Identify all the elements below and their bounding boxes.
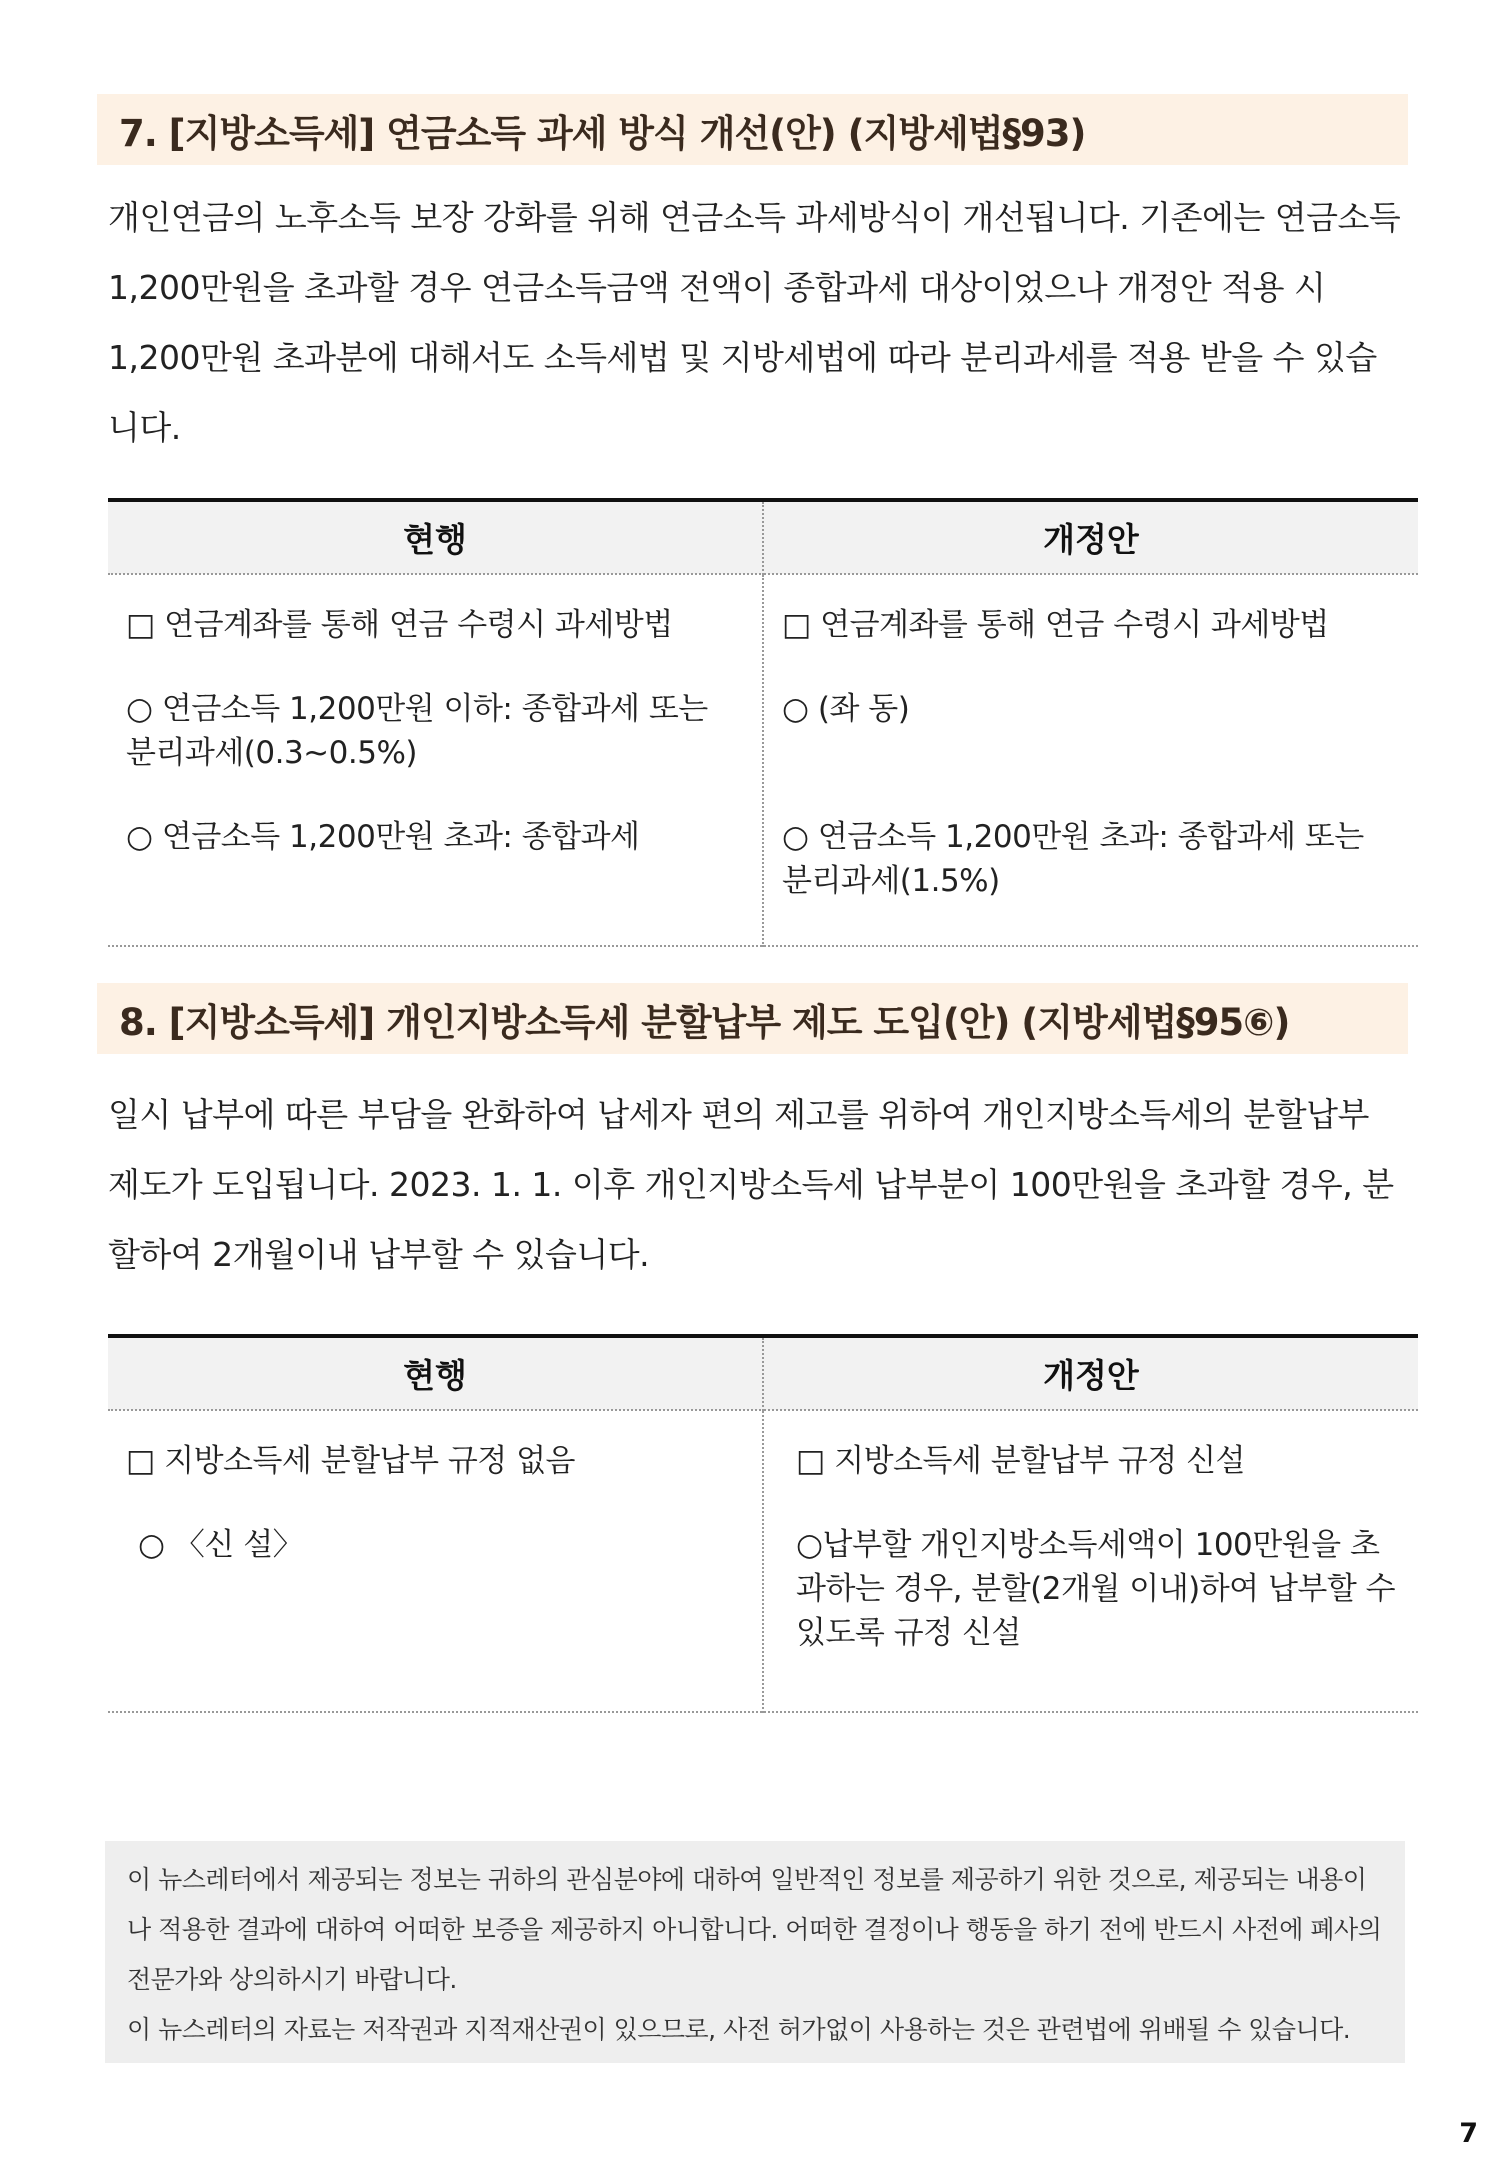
current-column bbox=[108, 574, 763, 946]
table-header-row bbox=[108, 1336, 1418, 1410]
current-item: ○ 〈신 설〉 bbox=[138, 1527, 304, 1563]
section-7-body: 개인연금의 노후소득 보장 강화를 위해 연금소득 과세방식이 개선됩니다. 기존에는 연금소득 1,200만원을 초과할 경우 연금소득금액 전액이 종합과세 대상이었으나 개정안 적용 시 1,200만원 초과분에 대해서도 소득세법 및 지방세법에 따라 분리과세를 적용 받을 수 있습니다. bbox=[108, 198, 1401, 447]
revised-item: □ 연금계좌를 통해 연금 수령시 과세방법 bbox=[782, 607, 1329, 643]
current-column bbox=[108, 1410, 763, 1712]
section-7-comparison-table bbox=[108, 498, 1418, 947]
revised-item: □ 지방소득세 분할납부 규정 신설 bbox=[796, 1443, 1246, 1479]
table-row bbox=[108, 574, 1418, 946]
table-row bbox=[108, 1410, 1418, 1712]
current-item: ○ 연금소득 1,200만원 초과: 종합과세 bbox=[126, 819, 640, 855]
copyright-notice: 이 뉴스레터의 자료는 저작권과 지적재산권이 있으므로, 사전 허가없이 사용하는 것은 관련법에 위배될 수 있습니다. bbox=[127, 2015, 1351, 2044]
disclaimer-text: 이 뉴스레터에서 제공되는 정보는 귀하의 관심분야에 대하여 일반적인 정보를 제공하기 위한 것으로, 제공되는 내용이나 적용한 결과에 대하여 어떠한 보증을 제공하지 아니합니다. 어떠한 결정이나 행동을 하기 전에 반드시 사전에 폐사의 전문가와 상의하시기 바랍니다. bbox=[127, 1865, 1382, 1994]
section-8-comparison-table bbox=[108, 1334, 1418, 1713]
disclaimer-box bbox=[105, 1841, 1405, 2063]
header-revised: 개정안 bbox=[763, 500, 1418, 574]
revised-column bbox=[763, 1410, 1418, 1712]
header-current: 현행 bbox=[108, 1336, 763, 1410]
page-number: 7 bbox=[1459, 2118, 1478, 2149]
table-header-row bbox=[108, 500, 1418, 574]
header-revised: 개정안 bbox=[763, 1336, 1418, 1410]
current-item: □ 연금계좌를 통해 연금 수령시 과세방법 bbox=[126, 607, 673, 643]
current-item: ○ 연금소득 1,200만원 이하: 종합과세 또는 분리과세(0.3~0.5%) bbox=[126, 691, 708, 771]
section-8-title: 8. [지방소득세] 개인지방소득세 분할납부 제도 도입(안) (지방세법§95⑥) bbox=[97, 983, 1408, 1054]
revised-item: ○ 연금소득 1,200만원 초과: 종합과세 또는 분리과세(1.5%) bbox=[782, 819, 1364, 899]
revised-item: ○ (좌 동) bbox=[782, 691, 910, 727]
revised-item: ○납부할 개인지방소득세액이 100만원을 초과하는 경우, 분할(2개월 이내)하여 납부할 수 있도록 규정 신설 bbox=[796, 1527, 1396, 1651]
section-7-title: 7. [지방소득세] 연금소득 과세 방식 개선(안) (지방세법§93) bbox=[97, 94, 1408, 165]
current-item: □ 지방소득세 분할납부 규정 없음 bbox=[126, 1443, 576, 1479]
header-current: 현행 bbox=[108, 500, 763, 574]
revised-column bbox=[763, 574, 1418, 946]
section-8-body: 일시 납부에 따른 부담을 완화하여 납세자 편의 제고를 위하여 개인지방소득세의 분할납부 제도가 도입됩니다. 2023. 1. 1. 이후 개인지방소득세 납부분이 100만원을 초과할 경우, 분할하여 2개월이내 납부할 수 있습니다. bbox=[108, 1095, 1394, 1274]
